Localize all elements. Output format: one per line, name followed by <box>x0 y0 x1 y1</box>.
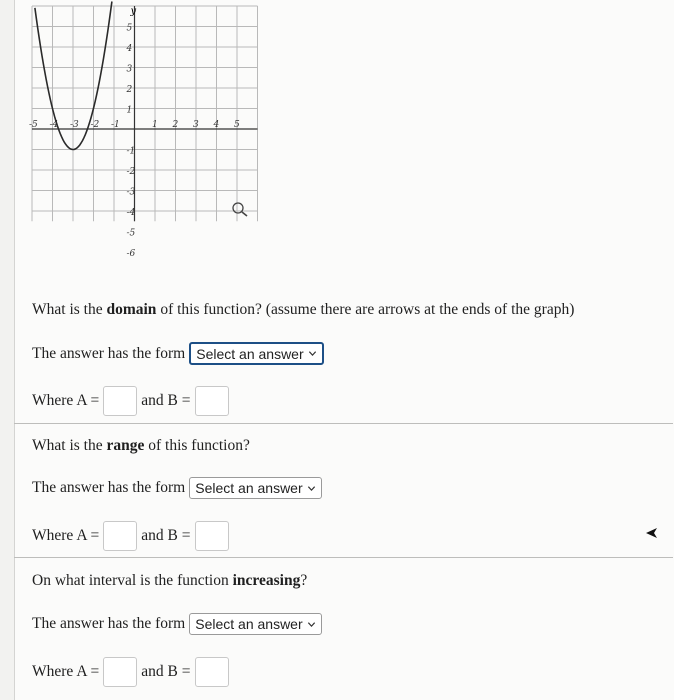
y-tick-label: -2 <box>126 167 136 177</box>
select-value: Select an answer <box>195 480 303 496</box>
y-axis-label: y <box>130 6 137 17</box>
graph-grid <box>32 6 258 221</box>
y-tick-label: -5 <box>126 228 136 239</box>
and-b-label: and B = <box>141 392 191 409</box>
answer-form-select[interactable] <box>189 342 323 365</box>
form-label: The answer has the form <box>32 479 186 496</box>
y-tick-label: 3 <box>126 64 133 75</box>
prompt-text: On what interval is the function <box>32 572 233 589</box>
function-graph <box>28 0 258 259</box>
section-divider <box>14 423 673 424</box>
prompt-text: of this function? (assume there are arrows at the ends of the graph) <box>156 301 575 318</box>
answer-form-select[interactable] <box>189 477 321 499</box>
graph-axes <box>32 6 258 221</box>
y-tick-label: 4 <box>126 44 133 54</box>
question-increasing-prompt <box>32 572 307 590</box>
value-b-input[interactable] <box>195 386 229 416</box>
y-tick-label: -3 <box>126 187 136 198</box>
chevron-down-icon <box>307 620 316 629</box>
form-label: The answer has the form <box>32 344 186 362</box>
section-divider <box>14 557 673 558</box>
x-tick-label: 5 <box>234 120 240 130</box>
x-tick-label: 4 <box>213 120 220 130</box>
graph-svg <box>28 0 258 259</box>
prompt-text: ? <box>300 572 308 589</box>
value-a-input[interactable] <box>103 386 137 416</box>
value-b-input[interactable] <box>195 521 229 551</box>
prompt-bold-text: domain <box>106 301 157 318</box>
prompt-text: of this function? <box>144 437 250 454</box>
y-tick-label: -1 <box>126 146 136 157</box>
x-tick-label: -5 <box>29 120 38 130</box>
answer-form-select[interactable] <box>189 613 321 635</box>
prompt-bold-text: increasing <box>232 572 301 589</box>
where-row <box>32 386 233 416</box>
y-tick-label: -6 <box>126 249 136 259</box>
x-tick-label: 1 <box>152 120 158 130</box>
x-tick-label: -4 <box>49 120 59 130</box>
chevron-down-icon <box>308 349 317 358</box>
y-tick-label: 1 <box>126 105 133 116</box>
select-value: Select an answer <box>195 616 303 632</box>
where-row <box>32 657 233 687</box>
and-b-label: and B = <box>141 663 191 680</box>
x-tick-label: 3 <box>193 120 199 130</box>
where-a-label: Where A = <box>32 527 100 544</box>
where-row <box>32 521 233 551</box>
question-range-prompt <box>32 437 250 455</box>
mouse-cursor-icon <box>645 526 659 540</box>
prompt-text: What is the <box>32 301 107 318</box>
magnifier-icon[interactable] <box>233 203 247 216</box>
form-label: The answer has the form <box>32 615 186 632</box>
answer-form-row <box>32 342 324 365</box>
where-a-label: Where A = <box>32 663 100 680</box>
value-a-input[interactable] <box>103 521 137 551</box>
question-domain-prompt <box>32 301 574 319</box>
value-b-input[interactable] <box>195 657 229 687</box>
answer-form-row <box>32 613 322 635</box>
value-a-input[interactable] <box>103 657 137 687</box>
x-tick-label: 2 <box>172 120 179 130</box>
x-tick-label: -3 <box>70 120 79 130</box>
prompt-bold-text: range <box>106 437 145 454</box>
select-value: Select an answer <box>196 345 304 362</box>
where-a-label: Where A = <box>32 392 100 409</box>
and-b-label: and B = <box>141 527 191 544</box>
x-tick-label: -2 <box>90 120 100 130</box>
chevron-down-icon <box>307 484 316 493</box>
prompt-text: What is the <box>32 437 107 454</box>
y-tick-label: 2 <box>126 85 133 95</box>
answer-form-row <box>32 477 322 499</box>
y-tick-label: 5 <box>126 23 133 34</box>
x-tick-label: -1 <box>111 120 120 130</box>
y-tick-label: -4 <box>126 208 136 218</box>
